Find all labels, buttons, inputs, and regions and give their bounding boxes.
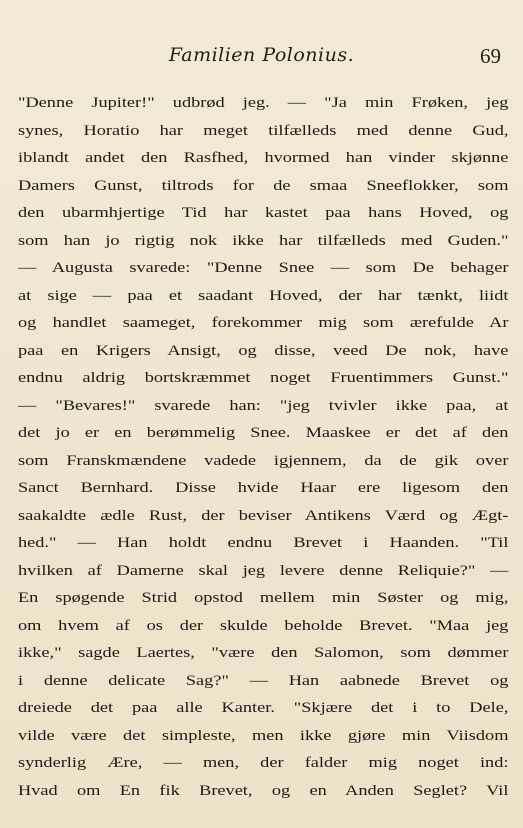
text-line: paa en Krigers Ansigt, og disse, veed De nok, have [18,342,509,359]
text-line: synes, Horatio har meget tilfælleds med denne Gud, [18,122,509,139]
text-line: at sige — paa et saadant Hoved, der har tænkt, liidt [18,287,509,304]
text-line: det jo er en berømmelig Snee. Maaskee er det af den [18,425,509,441]
text-line: — Augusta svarede: "Denne Snee — som De behager [18,260,509,276]
page-header [0,44,523,74]
text-line: om hvem af os der skulde beholde Brevet. "Maa jeg [18,617,509,634]
text-line: dreiede det paa alle Kanter. "Skjære det i to Dele, [18,700,509,716]
text-line: som Franskmændene vadede igjennem, da de gik over [18,452,509,469]
text-line: hvilken af Damerne skal jeg levere denne Reliquie?" — [18,562,509,579]
text-line: — "Bevares!" svarede han: "jeg tvivler ikke paa, at [18,397,509,414]
text-line: "Denne Jupiter!" udbrød jeg. — "Ja min Frøken, jeg [18,95,509,111]
text-line: saakaldte ædle Rust, der beviser Antikens Værd og Ægt- [18,507,509,524]
page-number: 69 [480,44,501,68]
text-line: og handlet saameget, forekommer mig som ærefulde Ar [18,315,509,331]
text-line: i denne delicate Sag?" — Han aabnede Brevet og [18,672,509,689]
text-line: En spøgende Strid opstod mellem min Søster og mig, [18,590,509,606]
text-line: hed." — Han holdt endnu Brevet i Haanden. "Til [18,535,509,551]
text-line: den ubarmhjertige Tid har kastet paa hans Hoved, og [18,205,509,221]
text-line: endnu aldrig bortskræmmet noget Fruentimmers Gunst." [18,370,509,386]
text-line: ikke," sagde Laertes, "være den Salomon, som dømmer [18,645,509,661]
text-line: synderlig Ære, — men, der falder mig noget ind: [18,755,509,771]
text-line: iblandt andet den Rasfhed, hvormed han vinder skjønne [18,150,509,166]
text-line: som han jo rigtig nok ikke har tilfælleds med Guden." [18,232,509,249]
body-text [18,90,508,805]
text-line: Hvad om En fik Brevet, og en Anden Seglet? Vil [18,782,509,799]
text-line: vilde være det simpleste, men ikke gjøre min Viisdom [18,727,509,744]
text-line: Damers Gunst, tiltrods for de smaa Sneeflokker, som [18,177,509,194]
text-line: Sanct Bernhard. Disse hvide Haar ere ligesom den [18,480,509,496]
running-title: Familien Polonius. [168,44,355,66]
